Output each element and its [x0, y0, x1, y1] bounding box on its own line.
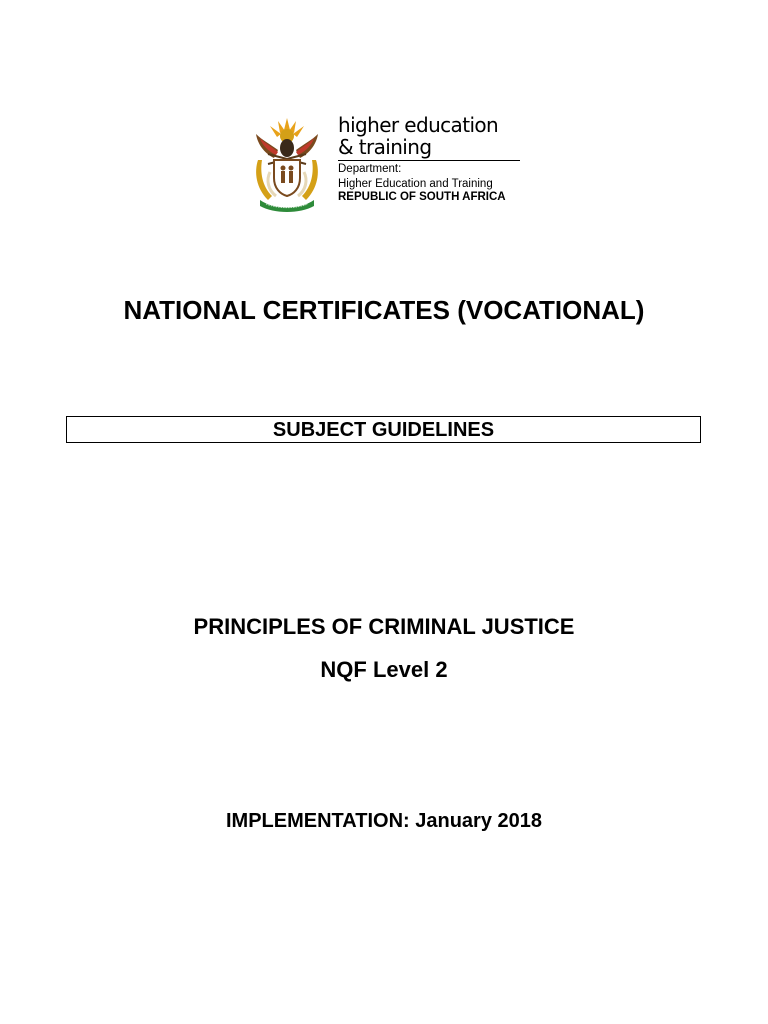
department-logo [248, 114, 528, 214]
logo-line-higher-education: higher education [338, 113, 499, 137]
subject-guidelines-label: SUBJECT GUIDELINES [272, 419, 495, 441]
coat-of-arms-icon [248, 114, 326, 212]
logo-divider [338, 160, 520, 161]
subject-title: PRINCIPLES OF CRIMINAL JUSTICE [193, 614, 575, 639]
logo-department-name: Higher Education and Training [338, 178, 493, 190]
department-name [338, 114, 522, 204]
logo-department-label: Department: [338, 163, 402, 175]
logo-line-training: & training [338, 135, 432, 159]
document-title: NATIONAL CERTIFICATES (VOCATIONAL) [123, 295, 645, 325]
logo-country: REPUBLIC OF SOUTH AFRICA [338, 191, 506, 203]
nqf-level: NQF Level 2 [320, 657, 448, 682]
subject-guidelines-box [66, 416, 701, 443]
implementation-date: IMPLEMENTATION: January 2018 [226, 810, 542, 832]
